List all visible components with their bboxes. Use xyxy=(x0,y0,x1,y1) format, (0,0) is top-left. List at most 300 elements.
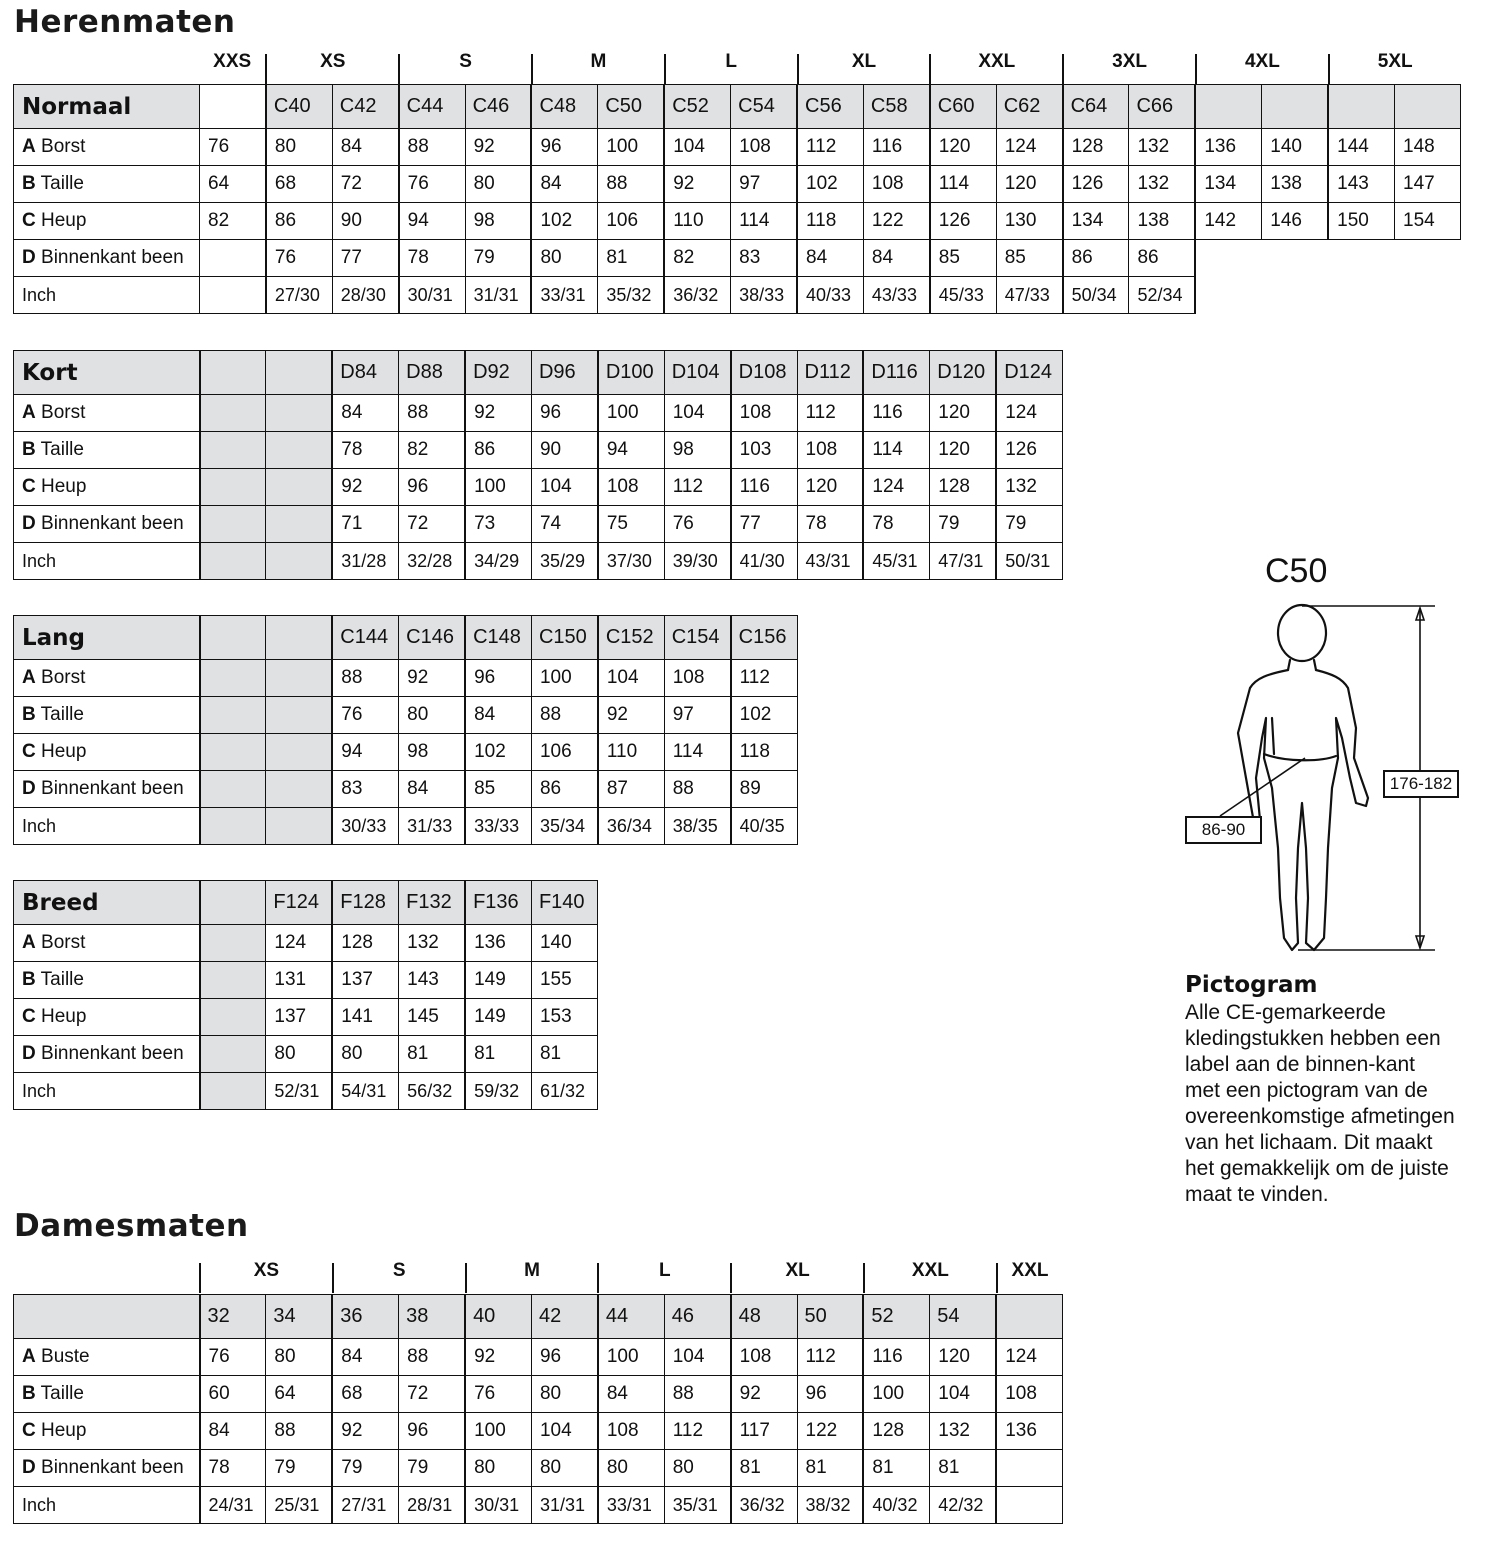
size-group-4xl: 4XL xyxy=(1195,54,1328,84)
value-cell: 103 xyxy=(731,432,797,469)
value-cell: 47/31 xyxy=(930,543,996,580)
size-code: F136 xyxy=(465,881,531,925)
pictogram-text: Alle CE-gemarkeerde kledingstukken hebben een label aan de binnen-kant met een pictogram van de overeenkomstige afmetingen van het lichaam. Dit maakt het gemakkelijk om de juiste maat te vinden. xyxy=(1185,1001,1455,1206)
value-cell: 84 xyxy=(332,129,398,166)
empty-cell xyxy=(200,660,266,697)
value-cell: 87 xyxy=(598,771,664,808)
value-cell: 92 xyxy=(731,1376,797,1413)
size-code: D88 xyxy=(399,351,465,395)
value-cell: 78 xyxy=(797,506,863,543)
value-cell: 136 xyxy=(996,1413,1062,1450)
value-cell: 124 xyxy=(266,925,332,962)
value-cell: 86 xyxy=(1129,240,1195,277)
value-cell: 120 xyxy=(797,469,863,506)
empty-cell xyxy=(200,395,266,432)
value-cell: 50/34 xyxy=(1063,277,1129,314)
row-label xyxy=(14,925,200,962)
empty-cell xyxy=(200,1036,266,1073)
value-cell: 52/31 xyxy=(266,1073,332,1110)
size-code: 46 xyxy=(664,1295,730,1339)
value-cell: 88 xyxy=(399,1339,465,1376)
row-name: Inch xyxy=(22,284,57,305)
size-code: C42 xyxy=(332,85,398,129)
size-code: C54 xyxy=(731,85,797,129)
row-label xyxy=(14,1036,200,1073)
row-letter: A xyxy=(22,932,36,953)
row-label xyxy=(14,1073,200,1110)
value-cell: 108 xyxy=(598,469,664,506)
value-cell: 138 xyxy=(1262,166,1328,203)
value-cell: 39/30 xyxy=(664,543,730,580)
value-cell: 73 xyxy=(465,506,531,543)
value-cell: 85 xyxy=(465,771,531,808)
value-cell: 76 xyxy=(266,240,332,277)
value-cell: 124 xyxy=(996,1339,1062,1376)
table-label: Kort xyxy=(14,351,200,395)
waist-label: 86-90 xyxy=(1185,816,1262,844)
value-cell: 35/29 xyxy=(531,543,597,580)
empty-cell xyxy=(266,395,332,432)
table-row xyxy=(14,543,1063,580)
row-name: Taille xyxy=(40,704,84,725)
value-cell: 131 xyxy=(266,962,332,999)
row-label xyxy=(14,771,200,808)
row-letter: B xyxy=(22,969,36,990)
empty-cell xyxy=(200,277,266,314)
value-cell: 104 xyxy=(531,469,597,506)
value-cell: 108 xyxy=(863,166,929,203)
value-cell: 36/34 xyxy=(598,808,664,845)
value-cell: 100 xyxy=(863,1376,929,1413)
empty-cell xyxy=(200,771,266,808)
row-letter: B xyxy=(22,173,36,194)
table-row xyxy=(14,129,1461,166)
table-lang xyxy=(13,615,798,845)
value-cell: 130 xyxy=(996,203,1062,240)
value-cell: 40/33 xyxy=(797,277,863,314)
value-cell: 155 xyxy=(531,962,597,999)
row-name: Borst xyxy=(41,932,86,953)
value-cell: 84 xyxy=(332,1339,398,1376)
empty-cell xyxy=(1195,277,1261,314)
table-row xyxy=(14,1073,598,1110)
size-code: C152 xyxy=(598,616,664,660)
size-code: D116 xyxy=(863,351,929,395)
value-cell: 148 xyxy=(1395,129,1461,166)
value-cell: 38/35 xyxy=(664,808,730,845)
value-cell: 120 xyxy=(930,432,996,469)
value-cell: 114 xyxy=(731,203,797,240)
row-letter: C xyxy=(22,1420,36,1441)
size-code: D100 xyxy=(598,351,664,395)
empty-cell xyxy=(266,808,332,845)
empty-cell xyxy=(266,543,332,580)
size-code xyxy=(200,616,266,660)
value-cell: 84 xyxy=(465,697,531,734)
value-cell: 145 xyxy=(399,999,465,1036)
table-label: Lang xyxy=(14,616,200,660)
value-cell: 106 xyxy=(531,734,597,771)
value-cell: 47/33 xyxy=(996,277,1062,314)
empty-cell xyxy=(266,660,332,697)
value-cell: 80 xyxy=(465,1450,531,1487)
value-cell: 88 xyxy=(664,1376,730,1413)
value-cell: 31/33 xyxy=(399,808,465,845)
value-cell: 122 xyxy=(797,1413,863,1450)
value-cell: 104 xyxy=(531,1413,597,1450)
value-cell: 33/33 xyxy=(465,808,531,845)
value-cell: 143 xyxy=(399,962,465,999)
table-row xyxy=(14,1450,1063,1487)
value-cell: 126 xyxy=(930,203,996,240)
value-cell: 116 xyxy=(731,469,797,506)
value-cell: 77 xyxy=(731,506,797,543)
size-code: D84 xyxy=(332,351,398,395)
row-name: Heup xyxy=(41,476,87,497)
empty-cell xyxy=(266,432,332,469)
value-cell: 27/30 xyxy=(266,277,332,314)
row-label xyxy=(14,432,200,469)
pictogram-size-label: C50 xyxy=(1265,552,1328,590)
value-cell: 83 xyxy=(332,771,398,808)
row-label xyxy=(14,1413,200,1450)
size-code: C50 xyxy=(598,85,664,129)
size-code xyxy=(996,1295,1062,1339)
table-row xyxy=(14,697,798,734)
value-cell: 60 xyxy=(200,1376,266,1413)
value-cell: 68 xyxy=(332,1376,398,1413)
value-cell: 112 xyxy=(797,129,863,166)
value-cell: 76 xyxy=(465,1376,531,1413)
row-letter: C xyxy=(22,476,36,497)
size-code xyxy=(266,351,332,395)
empty-cell xyxy=(200,734,266,771)
value-cell: 80 xyxy=(266,1339,332,1376)
value-cell: 120 xyxy=(930,395,996,432)
empty-cell xyxy=(200,962,266,999)
value-cell: 116 xyxy=(863,1339,929,1376)
size-code xyxy=(1328,85,1394,129)
size-code: C66 xyxy=(1129,85,1195,129)
value-cell: 36/32 xyxy=(731,1487,797,1524)
size-group-xxl: XXL xyxy=(863,1263,996,1293)
table-row xyxy=(14,734,798,771)
row-label xyxy=(14,203,200,240)
size-code: D96 xyxy=(531,351,597,395)
size-code: 54 xyxy=(930,1295,996,1339)
row-letter: D xyxy=(22,247,36,268)
value-cell: 100 xyxy=(465,1413,531,1450)
value-cell: 132 xyxy=(1129,166,1195,203)
value-cell: 80 xyxy=(266,129,332,166)
row-name: Binnenkant been xyxy=(41,1043,184,1064)
value-cell: 80 xyxy=(531,1450,597,1487)
value-cell: 52/34 xyxy=(1129,277,1195,314)
size-group-m: M xyxy=(531,54,664,84)
size-code xyxy=(200,881,266,925)
value-cell: 118 xyxy=(797,203,863,240)
size-code: 36 xyxy=(332,1295,398,1339)
value-cell: 108 xyxy=(731,129,797,166)
value-cell: 81 xyxy=(731,1450,797,1487)
table-header-row xyxy=(14,351,1063,395)
value-cell: 40/32 xyxy=(863,1487,929,1524)
value-cell: 79 xyxy=(332,1450,398,1487)
value-cell: 100 xyxy=(465,469,531,506)
row-name: Binnenkant been xyxy=(41,513,184,534)
value-cell: 74 xyxy=(531,506,597,543)
value-cell: 128 xyxy=(1063,129,1129,166)
empty-cell xyxy=(266,506,332,543)
value-cell: 81 xyxy=(598,240,664,277)
table-row xyxy=(14,771,798,808)
pictogram-title: Pictogram xyxy=(1185,972,1318,998)
value-cell: 84 xyxy=(332,395,398,432)
value-cell: 120 xyxy=(930,129,996,166)
value-cell: 83 xyxy=(731,240,797,277)
value-cell: 92 xyxy=(399,660,465,697)
size-code: 34 xyxy=(266,1295,332,1339)
value-cell: 134 xyxy=(1063,203,1129,240)
value-cell: 31/31 xyxy=(531,1487,597,1524)
row-name: Inch xyxy=(22,1494,57,1515)
value-cell: 146 xyxy=(1262,203,1328,240)
value-cell: 80 xyxy=(664,1450,730,1487)
value-cell: 92 xyxy=(664,166,730,203)
size-code: 38 xyxy=(399,1295,465,1339)
value-cell: 97 xyxy=(731,166,797,203)
value-cell: 112 xyxy=(797,395,863,432)
value-cell: 92 xyxy=(465,129,531,166)
size-group-xs: XS xyxy=(199,1263,332,1293)
value-cell: 42/32 xyxy=(930,1487,996,1524)
value-cell: 43/33 xyxy=(863,277,929,314)
value-cell: 33/31 xyxy=(531,277,597,314)
value-cell: 34/29 xyxy=(465,543,531,580)
table-row xyxy=(14,962,598,999)
value-cell: 84 xyxy=(200,1413,266,1450)
value-cell: 94 xyxy=(399,203,465,240)
value-cell: 86 xyxy=(266,203,332,240)
value-cell: 84 xyxy=(598,1376,664,1413)
row-letter: A xyxy=(22,402,36,423)
row-label xyxy=(14,543,200,580)
value-cell: 96 xyxy=(399,1413,465,1450)
value-cell: 79 xyxy=(996,506,1062,543)
value-cell: 33/31 xyxy=(598,1487,664,1524)
row-label xyxy=(14,999,200,1036)
value-cell: 114 xyxy=(863,432,929,469)
value-cell: 92 xyxy=(465,1339,531,1376)
table-row xyxy=(14,506,1063,543)
size-group-xxl: XXL xyxy=(929,54,1062,84)
value-cell: 147 xyxy=(1395,166,1461,203)
value-cell: 27/31 xyxy=(332,1487,398,1524)
row-name: Borst xyxy=(41,667,86,688)
value-cell: 36/32 xyxy=(664,277,730,314)
row-label xyxy=(14,277,200,314)
empty-cell xyxy=(266,469,332,506)
empty-cell xyxy=(1262,277,1328,314)
value-cell: 96 xyxy=(531,395,597,432)
empty-cell xyxy=(200,240,266,277)
value-cell: 108 xyxy=(664,660,730,697)
size-code xyxy=(1395,85,1461,129)
men-size-groups xyxy=(0,51,1488,84)
empty-cell xyxy=(1195,240,1261,277)
size-code: C46 xyxy=(465,85,531,129)
value-cell: 86 xyxy=(1063,240,1129,277)
value-cell: 122 xyxy=(863,203,929,240)
size-group-m: M xyxy=(465,1263,598,1293)
value-cell: 120 xyxy=(930,1339,996,1376)
empty-cell xyxy=(200,506,266,543)
row-name: Binnenkant been xyxy=(41,247,184,268)
value-cell: 84 xyxy=(531,166,597,203)
value-cell: 86 xyxy=(531,771,597,808)
value-cell: 138 xyxy=(1129,203,1195,240)
value-cell: 108 xyxy=(731,1339,797,1376)
value-cell: 79 xyxy=(399,1450,465,1487)
value-cell: 98 xyxy=(399,734,465,771)
size-code: 50 xyxy=(797,1295,863,1339)
size-code: D112 xyxy=(797,351,863,395)
row-name: Heup xyxy=(41,1006,87,1027)
row-letter: A xyxy=(22,136,36,157)
value-cell: 25/31 xyxy=(266,1487,332,1524)
value-cell: 112 xyxy=(664,469,730,506)
value-cell: 88 xyxy=(399,395,465,432)
empty-cell xyxy=(200,925,266,962)
value-cell: 132 xyxy=(399,925,465,962)
value-cell: 64 xyxy=(266,1376,332,1413)
value-cell: 28/30 xyxy=(332,277,398,314)
table-row xyxy=(14,166,1461,203)
value-cell: 50/31 xyxy=(996,543,1062,580)
size-code: C56 xyxy=(797,85,863,129)
value-cell: 92 xyxy=(465,395,531,432)
value-cell: 94 xyxy=(598,432,664,469)
size-code: D108 xyxy=(731,351,797,395)
value-cell: 104 xyxy=(664,395,730,432)
value-cell: 79 xyxy=(266,1450,332,1487)
value-cell: 81 xyxy=(797,1450,863,1487)
table-header-row xyxy=(14,881,598,925)
empty-cell xyxy=(1395,277,1461,314)
value-cell: 76 xyxy=(200,129,266,166)
size-code: 42 xyxy=(531,1295,597,1339)
value-cell: 40/35 xyxy=(731,808,797,845)
value-cell: 132 xyxy=(1129,129,1195,166)
value-cell: 108 xyxy=(797,432,863,469)
row-name: Inch xyxy=(22,815,57,836)
row-name: Inch xyxy=(22,1080,57,1101)
table-row xyxy=(14,660,798,697)
value-cell: 100 xyxy=(598,395,664,432)
row-label xyxy=(14,734,200,771)
value-cell: 104 xyxy=(664,1339,730,1376)
table-row xyxy=(14,469,1063,506)
size-code: C64 xyxy=(1063,85,1129,129)
value-cell: 43/31 xyxy=(797,543,863,580)
value-cell: 102 xyxy=(797,166,863,203)
value-cell: 92 xyxy=(332,1413,398,1450)
size-code: 32 xyxy=(200,1295,266,1339)
value-cell: 92 xyxy=(598,697,664,734)
size-code: F128 xyxy=(332,881,398,925)
value-cell: 81 xyxy=(465,1036,531,1073)
size-code: C154 xyxy=(664,616,730,660)
table-row xyxy=(14,925,598,962)
empty-cell xyxy=(1395,240,1461,277)
value-cell: 56/32 xyxy=(399,1073,465,1110)
value-cell: 72 xyxy=(332,166,398,203)
size-group-xxs: XXS xyxy=(213,51,252,72)
empty-cell xyxy=(200,469,266,506)
size-code: F132 xyxy=(399,881,465,925)
size-code: C48 xyxy=(531,85,597,129)
men-title: Herenmaten xyxy=(14,4,236,40)
height-label: 176-182 xyxy=(1383,770,1459,798)
empty-cell xyxy=(266,734,332,771)
table-kort xyxy=(13,350,1063,580)
value-cell: 150 xyxy=(1328,203,1394,240)
row-label xyxy=(14,395,200,432)
row-label xyxy=(14,962,200,999)
size-group-s: S xyxy=(398,54,531,84)
value-cell: 104 xyxy=(930,1376,996,1413)
value-cell: 31/31 xyxy=(465,277,531,314)
row-label xyxy=(14,469,200,506)
value-cell: 124 xyxy=(996,395,1062,432)
row-letter: C xyxy=(22,210,36,231)
value-cell: 96 xyxy=(399,469,465,506)
value-cell: 80 xyxy=(531,1376,597,1413)
row-name: Buste xyxy=(41,1346,90,1367)
row-label xyxy=(14,660,200,697)
value-cell: 134 xyxy=(1195,166,1261,203)
value-cell: 90 xyxy=(531,432,597,469)
size-code: 44 xyxy=(598,1295,664,1339)
value-cell: 80 xyxy=(266,1036,332,1073)
size-code xyxy=(200,85,266,129)
value-cell: 32/28 xyxy=(399,543,465,580)
size-group-xl: XL xyxy=(730,1263,863,1293)
value-cell: 81 xyxy=(531,1036,597,1073)
value-cell: 104 xyxy=(664,129,730,166)
row-letter: B xyxy=(22,1383,36,1404)
value-cell: 72 xyxy=(399,506,465,543)
row-letter: D xyxy=(22,778,36,799)
value-cell: 92 xyxy=(332,469,398,506)
value-cell: 154 xyxy=(1395,203,1461,240)
value-cell: 126 xyxy=(996,432,1062,469)
value-cell: 35/31 xyxy=(664,1487,730,1524)
row-label xyxy=(14,506,200,543)
empty-cell xyxy=(1262,240,1328,277)
empty-cell xyxy=(266,697,332,734)
table-header-row xyxy=(14,85,1461,129)
table-row xyxy=(14,203,1461,240)
table-label: Normaal xyxy=(14,85,200,129)
row-name: Taille xyxy=(40,969,84,990)
size-code xyxy=(200,351,266,395)
value-cell: 128 xyxy=(930,469,996,506)
value-cell: 140 xyxy=(531,925,597,962)
size-code xyxy=(1195,85,1261,129)
value-cell: 112 xyxy=(664,1413,730,1450)
value-cell: 94 xyxy=(332,734,398,771)
